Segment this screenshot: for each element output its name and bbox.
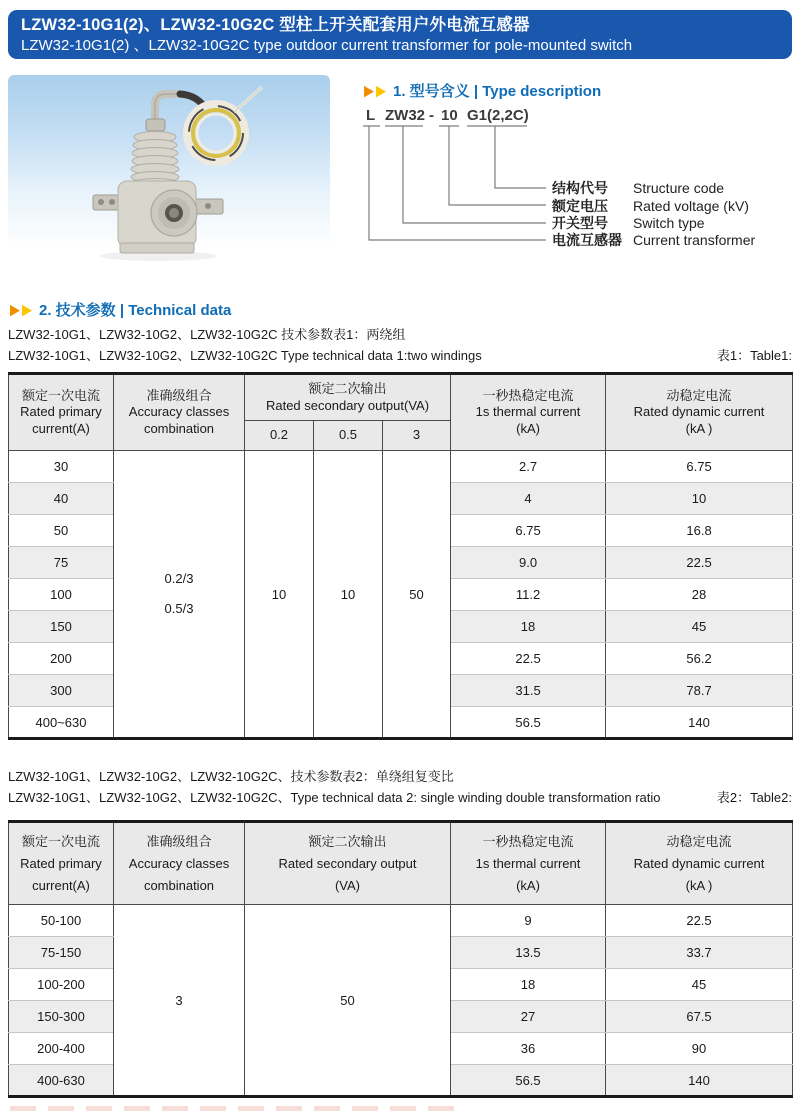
technical-data-table-2	[8, 820, 793, 1098]
secondary-output-cell: 50	[245, 905, 451, 1097]
header-va-subcolumn: 0.5	[314, 421, 383, 451]
header-dynamic-current: 动稳定电流 Rated dynamic current (kA )	[606, 822, 793, 905]
secondary-output-cell: 10	[314, 451, 383, 739]
thermal-current-cell: 9	[451, 905, 606, 937]
primary-current-cell: 50-100	[9, 905, 114, 937]
diagram-label-en: Current transformer	[633, 232, 756, 248]
diagram-label-en: Structure code	[633, 180, 725, 196]
thermal-current-cell: 13.5	[451, 937, 606, 969]
secondary-output-cell: 50	[383, 451, 451, 739]
thermal-current-cell: 18	[451, 969, 606, 1001]
header-dynamic-current: 动稳定电流 Rated dynamic current (kA )	[606, 374, 793, 451]
header-va-subcolumn: 0.2	[245, 421, 314, 451]
thermal-current-cell: 2.7	[451, 451, 606, 483]
thermal-current-cell: 22.5	[451, 643, 606, 675]
table1-tag: 表1：Table1:	[716, 348, 792, 363]
code-part: -	[429, 107, 434, 124]
table2-caption	[8, 766, 792, 808]
diagram-label-en: Switch type	[633, 215, 705, 231]
dynamic-current-cell: 90	[606, 1033, 793, 1065]
dynamic-current-cell: 140	[606, 707, 793, 739]
primary-current-cell: 400~630	[9, 707, 114, 739]
dynamic-current-cell: 10	[606, 483, 793, 515]
table1-caption-en: LZW32-10G1、LZW32-10G2、LZW32-10G2C Type technical data 1:two windings	[8, 348, 482, 363]
table2-caption-en: LZW32-10G1、LZW32-10G2、LZW32-10G2C、Type technical data 2: single winding double transformation ratio	[8, 790, 661, 805]
primary-current-cell: 300	[9, 675, 114, 707]
primary-current-cell: 75-150	[9, 937, 114, 969]
section-arrow-icon: ▶	[376, 81, 386, 100]
next-section-cutoff	[10, 1106, 460, 1111]
dynamic-current-cell: 22.5	[606, 905, 793, 937]
type-code-diagram	[355, 103, 785, 255]
code-part: ZW32	[385, 107, 426, 124]
accuracy-combination-cell	[114, 451, 245, 739]
header-rated-secondary-output: 额定二次输出 Rated secondary output(VA)	[245, 374, 451, 421]
section-arrow-icon: ▶	[10, 300, 20, 319]
primary-current-cell: 30	[9, 451, 114, 483]
section1-title: 1. 型号含义 | Type description	[393, 83, 602, 100]
diagram-label-zh: 结构代号	[552, 180, 608, 196]
secondary-output-cell: 10	[245, 451, 314, 739]
header-accuracy-classes: 准确级组合 Accuracy classes combination	[114, 374, 245, 451]
accuracy-combination-cell: 3	[114, 905, 245, 1097]
thermal-current-cell: 56.5	[451, 1065, 606, 1097]
header-thermal-current: 一秒热稳定电流 1s thermal current (kA)	[451, 822, 606, 905]
diagram-label-zh: 额定电压	[552, 198, 608, 214]
diagram-connector-lines	[363, 126, 546, 240]
primary-current-cell: 50	[9, 515, 114, 547]
diagram-label-zh: 电流互感器	[552, 232, 622, 248]
dynamic-current-cell: 67.5	[606, 1001, 793, 1033]
code-part: G1(2,2C)	[467, 107, 529, 124]
section2-title: 2. 技术参数 | Technical data	[39, 302, 232, 319]
section2-heading	[10, 299, 231, 320]
title-banner	[8, 10, 792, 59]
section1-heading	[364, 80, 601, 101]
table-row	[9, 451, 793, 483]
banner-title-zh: LZW32-10G1(2)、LZW32-10G2C 型柱上开关配套用户外电流互感器	[21, 16, 530, 34]
primary-current-cell: 150	[9, 611, 114, 643]
thermal-current-cell: 9.0	[451, 547, 606, 579]
header-thermal-current: 一秒热稳定电流 1s thermal current (kA)	[451, 374, 606, 451]
thermal-current-cell: 18	[451, 611, 606, 643]
primary-current-cell: 200-400	[9, 1033, 114, 1065]
table1-caption	[8, 324, 792, 366]
diagram-label-zh: 开关型号	[552, 215, 608, 231]
thermal-current-cell: 31.5	[451, 675, 606, 707]
header-va-subcolumn: 3	[383, 421, 451, 451]
accuracy-value: 0.5/3	[164, 601, 194, 616]
primary-current-cell: 100-200	[9, 969, 114, 1001]
thermal-current-cell: 56.5	[451, 707, 606, 739]
dynamic-current-cell: 56.2	[606, 643, 793, 675]
thermal-current-cell: 6.75	[451, 515, 606, 547]
primary-current-cell: 200	[9, 643, 114, 675]
table2-tag: 表2：Table2:	[716, 790, 792, 805]
header-rated-secondary-output: 额定二次输出 Rated secondary output (VA)	[245, 822, 451, 905]
dynamic-current-cell: 33.7	[606, 937, 793, 969]
table1-caption-zh: LZW32-10G1、LZW32-10G2、LZW32-10G2C 技术参数表1：两绕组	[8, 327, 406, 342]
primary-current-cell: 400-630	[9, 1065, 114, 1097]
section-arrow-icon: ▶	[22, 300, 32, 319]
dynamic-current-cell: 45	[606, 969, 793, 1001]
diagram-label-en: Rated voltage (kV)	[633, 198, 749, 214]
banner-title-en: LZW32-10G1(2) 、LZW32-10G2C type outdoor current transformer for pole-mounted switch	[21, 37, 633, 54]
thermal-current-cell: 11.2	[451, 579, 606, 611]
header-rated-primary-current: 额定一次电流 Rated primary current(A)	[9, 822, 114, 905]
table-row	[9, 905, 793, 937]
current-transformer-illustration	[8, 75, 330, 265]
dynamic-current-cell: 6.75	[606, 451, 793, 483]
table2-caption-zh: LZW32-10G1、LZW32-10G2、LZW32-10G2C、技术参数表2：单绕组复变比	[8, 769, 454, 784]
product-photo	[8, 75, 330, 265]
section-arrow-icon: ▶	[364, 81, 374, 100]
dynamic-current-cell: 78.7	[606, 675, 793, 707]
primary-current-cell: 40	[9, 483, 114, 515]
header-rated-primary-current: 额定一次电流 Rated primary current(A)	[9, 374, 114, 451]
accuracy-value: 0.2/3	[164, 571, 194, 586]
primary-current-cell: 150-300	[9, 1001, 114, 1033]
code-part: L	[366, 107, 376, 124]
primary-current-cell: 100	[9, 579, 114, 611]
dynamic-current-cell: 16.8	[606, 515, 793, 547]
dynamic-current-cell: 140	[606, 1065, 793, 1097]
code-part: 10	[441, 107, 458, 124]
thermal-current-cell: 27	[451, 1001, 606, 1033]
dynamic-current-cell: 45	[606, 611, 793, 643]
primary-current-cell: 75	[9, 547, 114, 579]
dynamic-current-cell: 28	[606, 579, 793, 611]
header-accuracy-classes: 准确级组合 Accuracy classes combination	[114, 822, 245, 905]
technical-data-table-1	[8, 372, 793, 740]
thermal-current-cell: 36	[451, 1033, 606, 1065]
dynamic-current-cell: 22.5	[606, 547, 793, 579]
thermal-current-cell: 4	[451, 483, 606, 515]
